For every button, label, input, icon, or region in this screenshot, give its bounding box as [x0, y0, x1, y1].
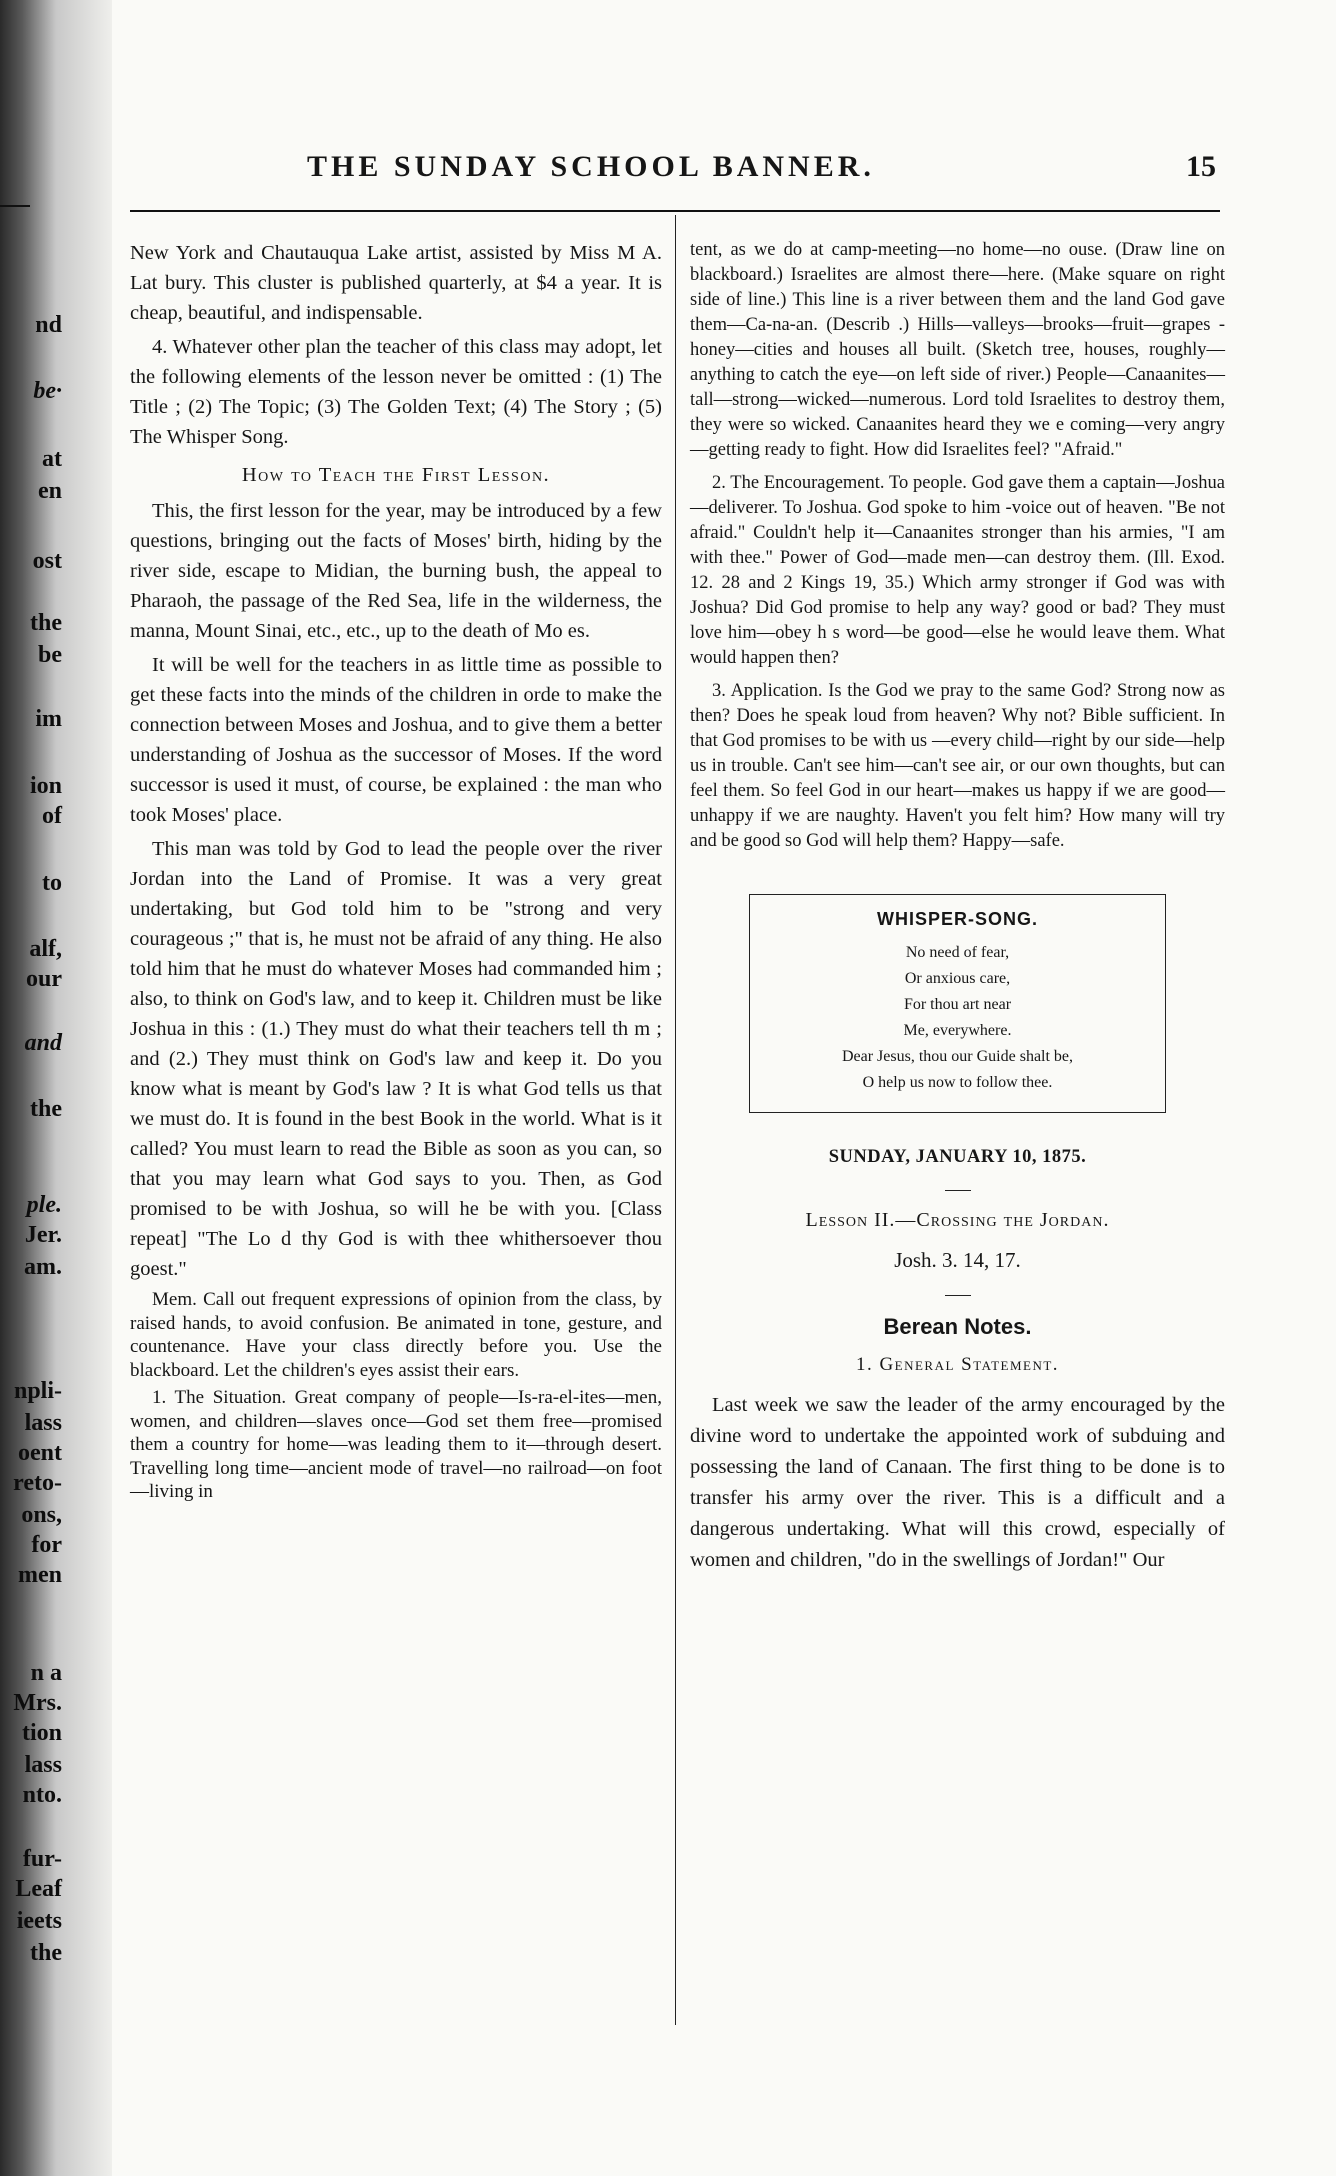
margin-fragment: and — [24, 1030, 62, 1056]
margin-fragment: Leaf — [15, 1876, 62, 1902]
left-column — [130, 238, 662, 1504]
margin-fragment: en — [38, 478, 62, 504]
margin-fragment: npli- — [13, 1378, 62, 1404]
paragraph: 4. Whatever other plan the teacher of this class may adopt, let the following elements of the lesson never be omitted : (1) The Title ; (2) The Topic; (3) The Golden Text; (4) The Story ; (5) The Whisper Song. — [130, 336, 662, 448]
song-line: No need of fear, — [905, 944, 1010, 961]
margin-fragment: to — [42, 870, 62, 896]
column-divider — [675, 215, 676, 2025]
section-heading: How to Teach the First Lesson. — [241, 464, 551, 486]
margin-fragment: for — [31, 1532, 62, 1558]
margin-fragment: the — [30, 1940, 62, 1966]
lesson-title: Lesson II.—Crossing the Jordan. — [805, 1209, 1110, 1231]
margin-fragment: the — [30, 1096, 62, 1122]
song-line: Or anxious care, — [904, 970, 1011, 987]
paragraph: 2. The Encouragement. To people. God gave them a captain—Joshua—deliverer. To Joshua. God spoke to him -voice out of heaven. "Be not afraid." Couldn't help it—Canaanites stronger than his armies, "I am with thee." Power of God—made men—can destroy them. (Ill. Exod. 12. 28 and 2 Kings 19, 35.) Which army stronger if God was with Joshua? Did God promise to help any way? good or bad? They must love him—obey h s word—be good—else he would leave them. What would happen then? — [690, 473, 1225, 668]
margin-fragment: ons, — [21, 1502, 62, 1528]
right-column — [690, 238, 1225, 1576]
paragraph: 1. The Situation. Great company of people—Is-ra-el-ites—men, women, and children—slaves once—God set them free—promised them a country for home—was leading them to it—through desert. Travelling long time—ancient mode of travel—no railroad—on foot—living in — [130, 1387, 662, 1502]
song-line: Me, everywhere. — [903, 1022, 1012, 1039]
margin-fragment: at — [42, 446, 62, 472]
margin-fragment: oent — [18, 1440, 62, 1466]
margin-fragment: Jer. — [24, 1222, 62, 1248]
paragraph: It will be well for the teachers in as little time as possible to get these facts into the minds of the children in orde to make the connection between Moses and Joshua, and to give them a better understanding of Joshua as the successor of Moses. If the word successor is used it must, of course, be explained : the man who took Moses' place. — [130, 654, 662, 826]
margin-fragment: nto. — [22, 1782, 62, 1808]
section-heading: 1. General Statement. — [855, 1354, 1060, 1375]
header-rule — [130, 210, 1220, 212]
song-line: O help us now to follow thee. — [862, 1074, 1053, 1091]
song-line: Dear Jesus, thou our Guide shalt be, — [841, 1048, 1074, 1065]
margin-fragment: fur- — [22, 1846, 62, 1872]
margin-fragment: be· — [33, 378, 62, 404]
notes-heading: Berean Notes. — [883, 1314, 1032, 1339]
paragraph: Last week we saw the leader of the army encouraged by the divine word to undertake the appointed work of subduing and possessing the land of Canaan. The first thing to be done is to transfer his army over the river. This is a difficult and a dangerous undertaking. What will this crowd, especially of women and children, "do in the swellings of Jordan!" Our — [690, 1394, 1225, 1571]
margin-fragment: ple. — [26, 1192, 62, 1218]
margin-fragment: tion — [21, 1720, 62, 1746]
margin-fragment: alf, — [29, 936, 62, 962]
margin-fragment: Mrs. — [13, 1690, 62, 1716]
paragraph: 3. Application. Is the God we pray to the same God? Strong now as then? Does he speak loud from heaven? Why not? Bible sufficient. In that God promises to be with us —every child—right by our side—help us in trouble. Can't see him—can't see air, or our own thoughts, but can feel them. So feel God in our heart—makes us happy if we are good—unhappy if we are naughty. Haven't you felt him? How many will try and be good so God will help them? Happy—safe. — [690, 681, 1225, 851]
margin-fragment: ion — [29, 773, 62, 799]
margin-fragment: our — [26, 966, 62, 992]
margin-fragment: be — [38, 642, 62, 668]
divider-dash — [945, 1190, 971, 1191]
whisper-song-box — [749, 894, 1166, 1113]
margin-fragment: lass — [24, 1752, 62, 1778]
margin-fragment: ost — [32, 548, 62, 574]
margin-fragments — [4, 0, 62, 2176]
song-line: For thou art near — [903, 996, 1012, 1013]
running-header: THE SUNDAY SCHOOL BANNER. — [307, 150, 875, 183]
whisper-song-title: WHISPER-SONG. — [876, 909, 1038, 929]
paragraph: tent, as we do at camp-meeting—no home—no ouse. (Draw line on blackboard.) Israelites are almost there—here. (Make square on right side of line.) This line is a river between them and the land God gave them—Ca-na-an. (Describ .) Hills—valleys—brooks—fruit—grapes - honey—cities and houses all built. (Sketch tree, houses, roughly—anything to catch the eye—on left side of river.) People—Canaanites—tall—strong—wicked—numerous. Lord told Israelites to destroy them, they were so wicked. Canaanites heard they we e coming—very angry—getting ready to fight. How did Israelites feel? "Afraid." — [690, 240, 1225, 460]
divider-dash — [945, 1295, 971, 1296]
lesson-date: SUNDAY, JANUARY 10, 1875. — [828, 1147, 1087, 1167]
paragraph: New York and Chautauqua Lake artist, assisted by Miss M A. Lat bury. This cluster is published quarterly, at $4 a year. It is cheap, beautiful, and indispensable. — [130, 242, 662, 324]
margin-fragment: nd — [35, 312, 62, 338]
margin-fragment: n a — [30, 1660, 62, 1686]
paragraph: Mem. Call out frequent expressions of opinion from the class, by raised hands, to avoid confusion. Be animated in tone, gesture, and countenance. Have your class directly before you. Use the blackboard. Let the children's eyes assist their ears. — [130, 1289, 662, 1381]
margin-fragment: am. — [24, 1254, 62, 1280]
margin-fragment: of — [42, 803, 62, 829]
margin-fragment: lass — [24, 1410, 62, 1436]
margin-fragment: ieets — [16, 1908, 62, 1934]
margin-fragment: im — [35, 706, 62, 732]
margin-fragment: the — [30, 610, 62, 636]
scripture-reference: Josh. 3. 14, 17. — [894, 1248, 1021, 1272]
margin-fragment: men — [18, 1562, 62, 1588]
paragraph: This man was told by God to lead the people over the river Jordan into the Land of Promise. It was a very great undertaking, but God told him to be "strong and very courageous ;" that is, he must not be afraid of any thing. He also told him that he must do whatever Moses had commanded him ; also, to think on God's law, and to keep it. Children must be like Joshua in this : (1.) They must do what their teachers tell th m ; and (2.) They must think on God's law and keep it. Do you know what is meant by God's law ? It is what God tells us that we must do. It is found in the best Book in the world. What is it called? You must learn to read the Bible as soon as you can, so that you may learn what God says to you. Then, as God promised to be with Joshua, so will he be with you. [Class repeat] "The Lo d thy God is with thee whithersoever thou goest." — [130, 838, 662, 1280]
paragraph: This, the first lesson for the year, may be introduced by a few questions, bringing out the facts of Moses' birth, hiding by the river side, escape to Midian, the burning bush, the appeal to Pharaoh, the passage of the Red Sea, life in the wilderness, the manna, Mount Sinai, etc., etc., up to the death of Mo es. — [130, 500, 662, 642]
page-number: 15 — [1186, 150, 1216, 183]
binding-shadow-fade — [56, 0, 112, 2176]
margin-fragment: reto- — [13, 1470, 62, 1496]
